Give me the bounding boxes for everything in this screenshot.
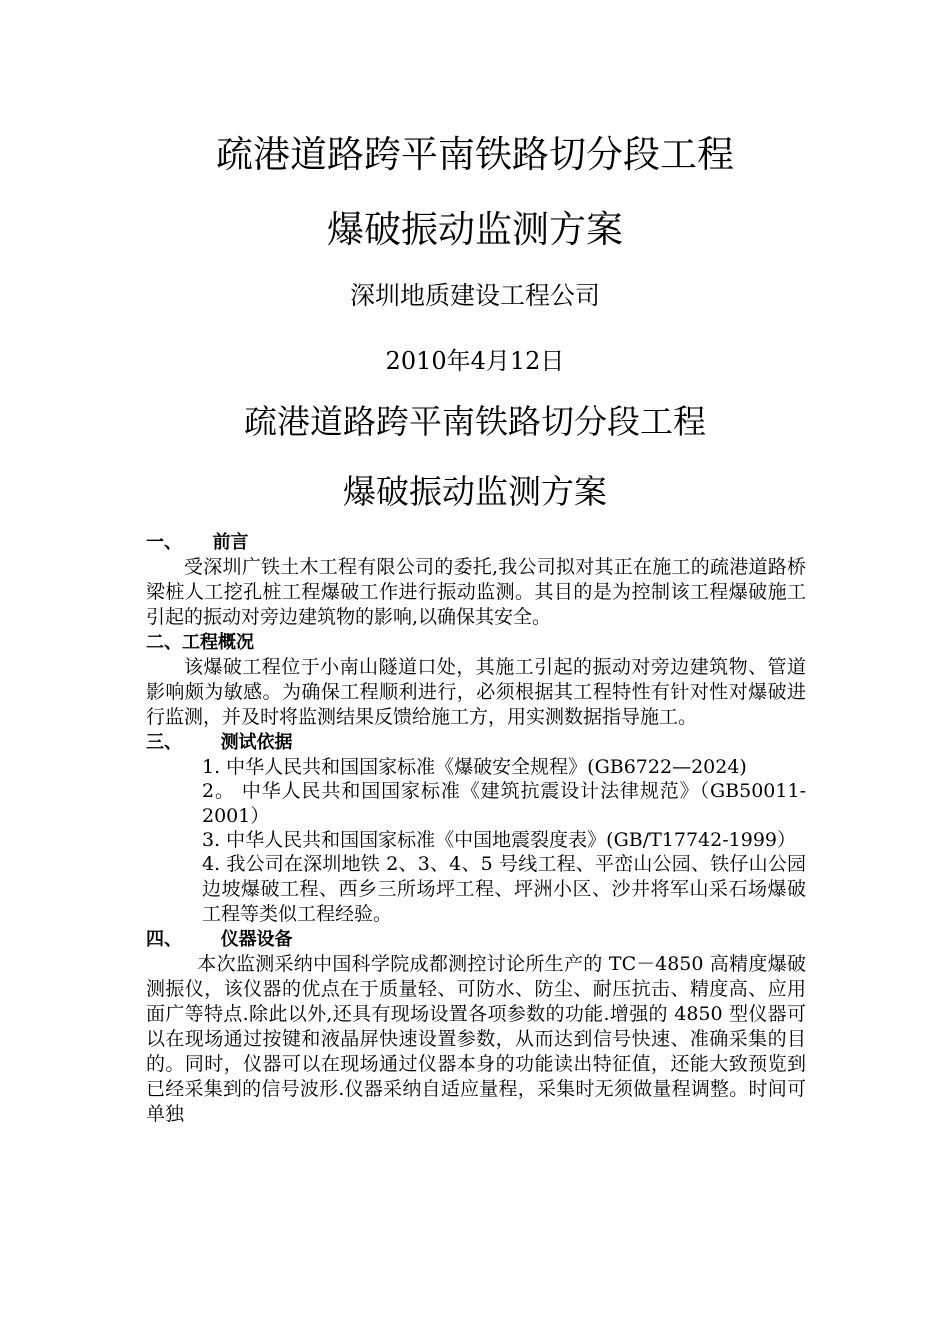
repeated-title-line2: 爆破振动监测方案 xyxy=(343,472,607,511)
section-heading-basis xyxy=(146,730,806,755)
section-heading-preface xyxy=(146,530,806,555)
section-heading-overview xyxy=(146,630,806,655)
section-title: 前言 xyxy=(212,532,249,553)
section-heading-equipment xyxy=(146,927,806,952)
document-title-line1: 疏港道路跨平南铁路切分段工程 xyxy=(216,133,734,176)
document-date: 2010年4月12日 xyxy=(385,347,565,375)
section-number: 一、 xyxy=(146,532,182,553)
section-title: 工程概况 xyxy=(182,632,254,653)
basis-item-1: 1. 中华人民共和国国家标准《爆破安全规程》(GB6722—2024) xyxy=(202,756,747,778)
section-number: 三、 xyxy=(146,732,182,753)
basis-item-2: 2。 中华人民共和国国家标准《建筑抗震设计法律规范》（GB50011-2001） xyxy=(202,780,806,827)
basis-item-3: 3. 中华人民共和国国家标准《中国地震裂度表》(GB/T17742-1999） xyxy=(202,829,797,851)
preface-paragraph: 受深圳广铁土木工程有限公司的委托,我公司拟对其正在施工的疏港道路桥梁桩人工挖孔桩工程爆破工作进行振动监测。其目的是为控制该工程爆破施工引起的振动对旁边建筑物的影响,以确保其安全。 xyxy=(146,556,806,628)
section-number: 二、 xyxy=(146,632,182,653)
document-title-line2: 爆破振动监测方案 xyxy=(327,208,623,251)
basis-item-4: 4. 我公司在深圳地铁 2、3、4、5 号线工程、平峦山公园、铁仔山公园边坡爆破工程、西乡三所场坪工程、坪洲小区、沙井将军山采石场爆破工程等类似工程经验。 xyxy=(202,853,806,925)
section-number: 四、 xyxy=(146,929,182,950)
equipment-paragraph: 本次监测采纳中国科学院成都测控讨论所生产的 TC－4850 高精度爆破测振仪，该仪器的优点在于质量轻、可防水、防尘、耐压抗击、精度高、应用面广等特点.除此以外,还具有现场设置各项参数的功能.增强的 4850 型仪器可以在现场通过按键和液晶屏快速设置参数，从而达到信号快速、准确采集的目的。同时，仪器可以在现场通过仪器本身的功能读出特征值，还能大致预览到已经采集到的信号波形.仪器采纳自适应量程，采集时无须做量程调整。时间可单独 xyxy=(146,953,806,1125)
section-title: 仪器设备 xyxy=(220,929,293,950)
section-title: 测试依据 xyxy=(220,732,293,753)
company-name: 深圳地质建设工程公司 xyxy=(349,281,600,310)
document-body xyxy=(146,530,806,1127)
overview-paragraph: 该爆破工程位于小南山隧道口处，其施工引起的振动对旁边建筑物、管道影响颇为敏感。为确保工程顺利进行，必须根据其工程特性有针对性对爆破进行监测，并及时将监测结果反馈给施工方，用实测数据指导施工。 xyxy=(146,656,806,728)
repeated-title-line1: 疏港道路跨平南铁路切分段工程 xyxy=(244,402,706,441)
